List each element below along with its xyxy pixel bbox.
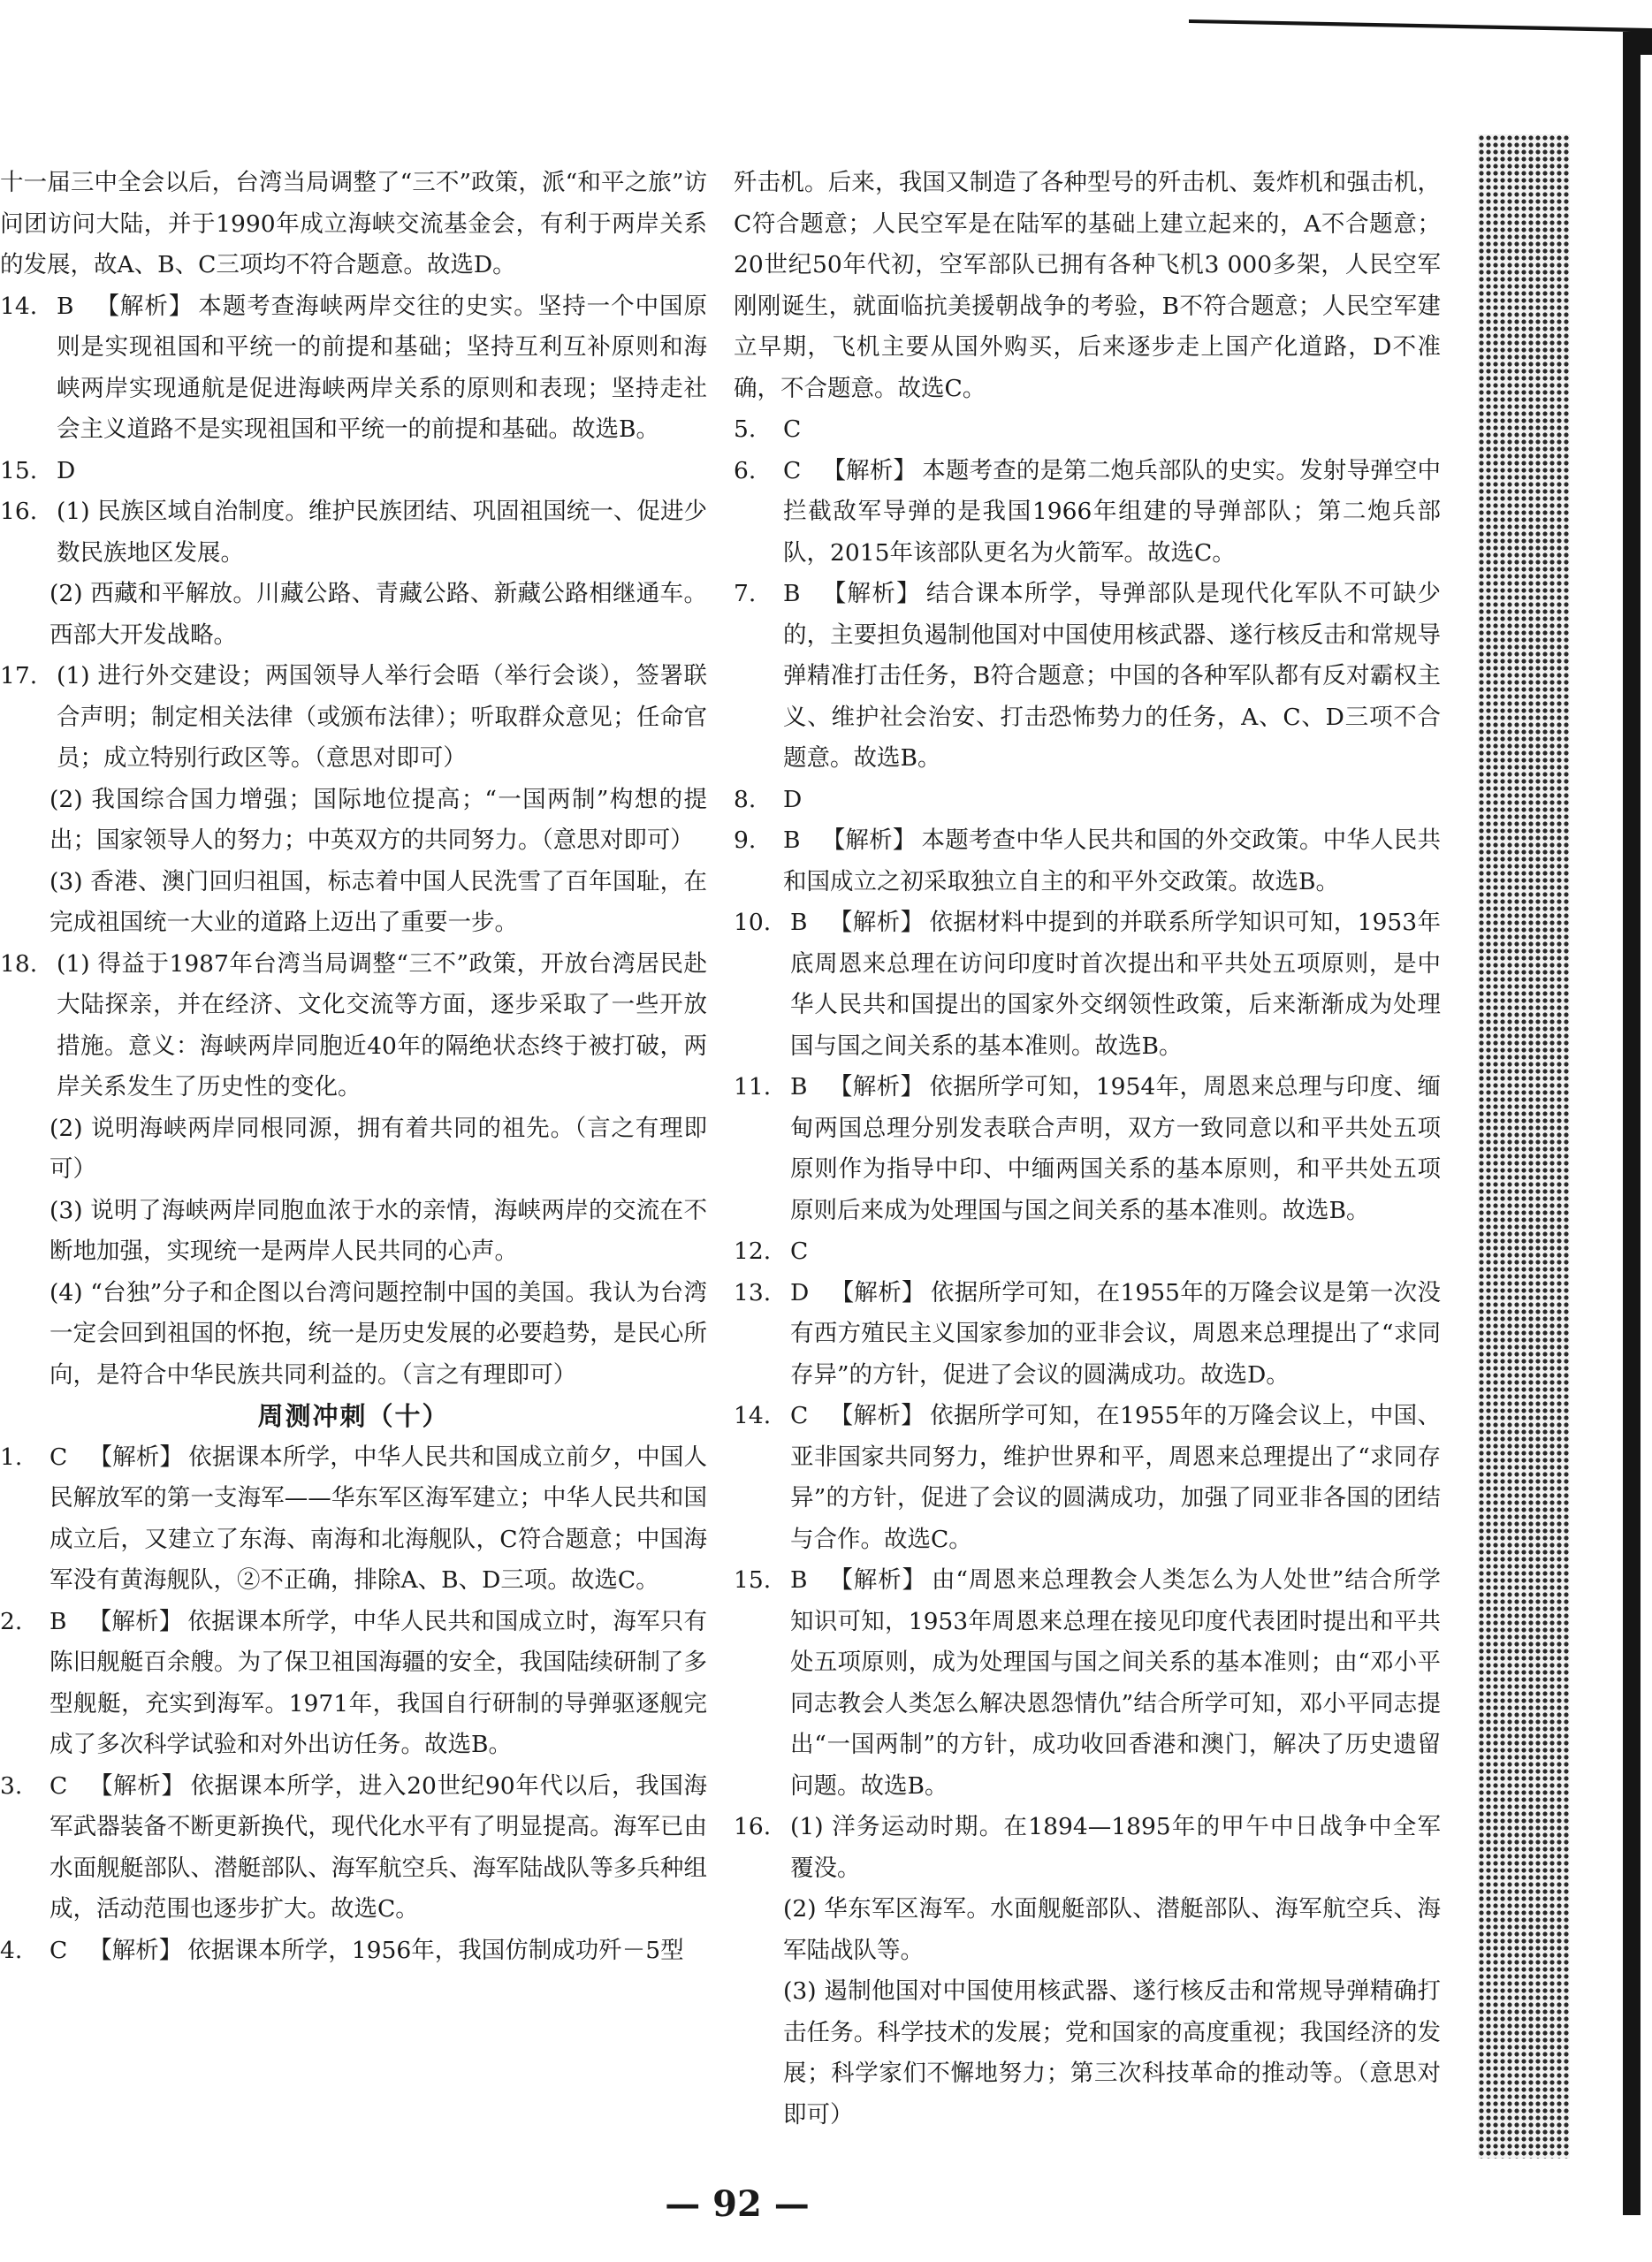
answer-text: 本题考查的是第二炮兵部队的史实。发射导弹空中拦截敌军导弹的是我国1966年组建的导弹部队；第二炮兵部队，2015年该部队更名为火箭军。故选C。 — [783, 456, 1442, 567]
answer-item — [0, 656, 707, 780]
sub-answer: (2) 说明海峡两岸同根同源，拥有着共同的祖先。（言之有理即可） — [49, 1114, 707, 1183]
question-number: 5. — [734, 415, 757, 443]
answer-text: (1) 民族区域自治制度。维护民族团结、巩固祖国统一、促进少数民族地区发展。 — [57, 498, 707, 567]
question-number: 14. — [734, 1402, 772, 1429]
analysis-tag: 【解析】 — [88, 1936, 183, 1964]
analysis-tag: 【解析】 — [829, 1402, 925, 1429]
answer-text: (1) 得益于1987年台湾当局调整“三不”政策，开放台湾居民赴大陆探亲，并在经济、文化交流等方面，逐步采取了一些开放措施。意义：海峡两岸同胞近40年的隔绝状态终于被打破，两岸关系发生了历史性的变化。 — [57, 949, 707, 1101]
answer-item — [734, 409, 1441, 451]
answer-body — [49, 1931, 707, 1972]
answer-body — [49, 1602, 707, 1766]
dotted-side-strip — [1478, 134, 1570, 2159]
answer-text: 由“周恩来总理教会人类怎么为人处世”结合所学知识可知，1953年周恩来总理在接见印度代表团时提出和平共处五项原则，成为处理国与国之间关系的基本准则；由“邓小平同志教会人类怎么解决恩怨情仇”结合所学可知，邓小平同志提出“一国两制”的方针，成功收回香港和澳门，解决了历史遗留问题。故选B。 — [790, 1566, 1441, 1800]
answer-item — [734, 903, 1441, 1067]
answer-body — [790, 1231, 1441, 1273]
question-number: 4. — [0, 1936, 23, 1964]
page-number: — 92 — — [665, 2183, 810, 2225]
answer-item — [0, 944, 707, 1108]
answer-body — [783, 780, 1441, 821]
analysis-tag: 【解析】 — [828, 909, 925, 936]
question-number: 13. — [734, 1278, 772, 1306]
answer-item — [734, 1396, 1441, 1560]
analysis-tag: 【解析】 — [88, 1607, 183, 1635]
sub-answer: (2) 西藏和平解放。川藏公路、青藏公路、新藏公路相继通车。西部大开发战略。 — [49, 580, 707, 649]
answer-choice: D — [57, 456, 76, 484]
answer-choice: B — [790, 1073, 808, 1101]
answer-body — [49, 1437, 707, 1602]
answer-body — [57, 451, 707, 492]
answer-choice: B — [783, 580, 801, 607]
answer-choice: D — [790, 1278, 810, 1306]
answer-item — [734, 1067, 1441, 1231]
answer-text: (1) 进行外交建设；两国领导人举行会晤（举行会谈），签署联合声明；制定相关法律（或颁布法律）；听取群众意见；任命官员；成立特别行政区等。（意思对即可） — [57, 662, 707, 772]
answer-choice: B — [783, 826, 801, 854]
answer-choice: B — [790, 1566, 808, 1594]
answer-item — [0, 286, 707, 451]
top-edge-bar — [1189, 19, 1652, 55]
answer-text: 本题考查中华人民共和国的外交政策。中华人民共和国成立之初采取独立自主的和平外交政策。故选B。 — [783, 826, 1442, 895]
question-number: 16. — [734, 1813, 772, 1840]
answer-text: 本题考查海峡两岸交往的史实。坚持一个中国原则是实现祖国和平统一的前提和基础；坚持互利互补原则和海峡两岸实现通航是促进海峡两岸关系的原则和表现；坚持走社会主义道路不是实现祖国和平统一的前提和基础。故选B。 — [57, 292, 708, 443]
question-number: 12. — [734, 1238, 772, 1265]
question-number: 3. — [0, 1771, 23, 1800]
answer-item — [734, 780, 1441, 821]
answer-body — [57, 944, 707, 1108]
answer-item — [734, 451, 1441, 575]
section-title: 周测冲刺（十） — [257, 1401, 450, 1431]
answer-text: 依据课本所学，1956年，我国仿制成功歼－5型 — [187, 1936, 684, 1964]
analysis-tag: 【解析】 — [88, 1443, 184, 1471]
answer-choice: C — [49, 1936, 68, 1964]
answer-body — [57, 656, 707, 780]
answer-text: 依据课本所学，中华人民共和国成立前夕，中国人民解放军的第一支海军——华东军区海军建立；中华人民共和国成立后，又建立了东海、南海和北海舰队，C符合题意；中国海军没有黄海舰队，②不正确，排除A、B、D三项。故选C。 — [49, 1443, 708, 1594]
answer-body — [57, 491, 707, 574]
answer-text: 依据课本所学，中华人民共和国成立时，海军只有陈旧舰艇百余艘。为了保卫祖国海疆的安全，我国陆续研制了多型舰艇，充实到海军。1971年，我国自行研制的导弹驱逐舰完成了多次科学试验和对外出访任务。故选B。 — [49, 1607, 708, 1758]
sub-answer: (4) “台独”分子和企图以台湾问题控制中国的美国。我认为台湾一定会回到祖国的怀抱，统一是历史发展的必要趋势，是民心所向，是符合中华民族共同利益的。（言之有理即可） — [49, 1278, 707, 1389]
question-number: 7. — [734, 580, 757, 607]
right-column — [734, 163, 1441, 2136]
sub-answer: (3) 遏制他国对中国使用核武器、遂行核反击和常规导弹精确打击任务。科学技术的发展；党和国家的高度重视；我国经济的发展；科学家们不懈地努力；第三次科技革命的推动等。（意思对即可） — [783, 1977, 1441, 2129]
analysis-tag: 【解析】 — [828, 1073, 925, 1101]
continued-paragraph: 歼击机。后来，我国又制造了各种型号的歼击机、轰炸机和强击机，C符合题意；人民空军是在陆军的基础上建立起来的，A不合题意；20世纪50年代初，空军部队已拥有各种飞机3 000多架，人民空军刚刚诞生，就面临抗美援朝战争的考验，B不符合题意；人民空军建立早期，飞机主要从国外购买，后来逐步走上国产化道路，D不准确，不合题意。故选C。 — [734, 169, 1441, 402]
answer-body — [790, 1807, 1441, 1889]
question-number: 17. — [0, 662, 38, 689]
answer-item — [0, 491, 707, 574]
sub-answer: (2) 我国综合国力增强；国际地位提高；“一国两制”构想的提出；国家领导人的努力；中英双方的共同努力。（意思对即可） — [49, 785, 707, 854]
answer-item — [0, 1437, 707, 1602]
question-number: 8. — [734, 785, 757, 813]
right-edge-bar — [1623, 32, 1641, 2215]
question-number: 15. — [0, 456, 38, 484]
question-number: 9. — [734, 826, 757, 854]
answer-text: 依据所学可知，在1955年的万隆会议上，中国、亚非国家共同努力，维护世界和平，周恩来总理提出了“求同存异”的方针，促进了会议的圆满成功，加强了同亚非各国的团结与合作。故选C。 — [790, 1402, 1441, 1553]
answer-choice: C — [790, 1238, 809, 1265]
answer-item — [734, 574, 1441, 780]
question-number: 1. — [0, 1443, 23, 1471]
answer-item — [734, 1560, 1441, 1807]
answer-choice: C — [49, 1771, 68, 1800]
question-number: 10. — [734, 909, 772, 936]
answer-body — [783, 574, 1441, 780]
sub-answer: (3) 说明了海峡两岸同胞血浓于水的亲情，海峡两岸的交流在不断地加强，实现统一是两岸人民共同的心声。 — [49, 1196, 707, 1265]
answer-choice: C — [49, 1443, 68, 1471]
answer-body — [57, 286, 707, 451]
question-number: 6. — [734, 456, 757, 484]
answer-choice: B — [57, 292, 74, 320]
answer-body — [783, 820, 1441, 903]
analysis-tag: 【解析】 — [821, 826, 917, 854]
answer-text: 结合课本所学，导弹部队是现代化军队不可缺少的，主要担负遏制他国对中国使用核武器、遂行核反击和常规导弹精准打击任务，B符合题意；中国的各种军队都有反对霸权主义、维护社会治安、打击恐怖势力的任务，A、C、D三项不合题意。故选B。 — [783, 580, 1442, 772]
answer-choice: B — [49, 1607, 67, 1635]
answer-item — [0, 1766, 707, 1931]
sub-answer: (2) 华东军区海军。水面舰艇部队、潜艇部队、海军航空兵、海军陆战队等。 — [783, 1895, 1441, 1964]
answer-choice: C — [790, 1402, 809, 1429]
question-number: 18. — [0, 949, 38, 978]
question-number: 16. — [0, 498, 38, 525]
answer-text: 依据所学可知，1954年，周恩来总理与印度、缅甸两国总理分别发表联合声明，双方一致同意以和平共处五项原则作为指导中印、中缅两国关系的基本原则，和平共处五项原则后来成为处理国与国之间关系的基本准则。故选B。 — [790, 1073, 1441, 1224]
answer-text: 依据所学可知，在1955年的万隆会议是第一次没有西方殖民主义国家参加的亚非会议，周恩来总理提出了“求同存异”的方针，促进了会议的圆满成功。故选D。 — [790, 1278, 1441, 1389]
question-number: 14. — [0, 292, 38, 320]
answer-item — [0, 1931, 707, 1972]
answer-item — [734, 1807, 1441, 1889]
answer-body — [790, 1396, 1441, 1560]
analysis-tag: 【解析】 — [822, 456, 917, 484]
answer-body — [49, 1766, 707, 1931]
answer-item — [734, 820, 1441, 903]
answer-item — [0, 1602, 707, 1766]
analysis-tag: 【解析】 — [830, 1278, 925, 1306]
answer-text: 依据材料中提到的并联系所学知识可知，1953年底周恩来总理在访问印度时首次提出和平共处五项原则，是中华人民共和国提出的国家外交纲领性政策，后来渐渐成为处理国与国之间关系的基本准则。故选B。 — [790, 909, 1441, 1060]
answer-choice: C — [783, 456, 802, 484]
analysis-tag: 【解析】 — [828, 1566, 926, 1594]
question-number: 2. — [0, 1607, 23, 1635]
page-number-value: 92 — [712, 2183, 762, 2225]
answer-text: 依据课本所学，进入20世纪90年代以后，我国海军武器装备不断更新换代，现代化水平有了明显提高。海军已由水面舰艇部队、潜艇部队、海军航空兵、海军陆战队等多兵种组成，活动范围也逐步扩大。故选C。 — [49, 1771, 707, 1923]
continued-paragraph: 十一届三中全会以后，台湾当局调整了“三不”政策，派“和平之旅”访问团访问大陆，并于1990年成立海峡交流基金会，有利于两岸关系的发展，故A、B、C三项均不符合题意。故选D。 — [0, 169, 707, 278]
answer-body — [783, 451, 1441, 575]
question-number: 11. — [734, 1073, 772, 1101]
answer-item — [734, 1231, 1441, 1273]
answer-choice: C — [783, 415, 802, 443]
answer-text: (1) 洋务运动时期。在1894—1895年的甲午中日战争中全军覆没。 — [790, 1813, 1441, 1882]
answer-body — [790, 903, 1441, 1067]
left-column — [0, 163, 707, 1971]
sub-answer: (3) 香港、澳门回归祖国，标志着中国人民洗雪了百年国耻，在完成祖国统一大业的道路上迈出了重要一步。 — [49, 867, 707, 936]
answer-choice: D — [783, 785, 803, 813]
analysis-tag: 【解析】 — [95, 292, 194, 320]
analysis-tag: 【解析】 — [821, 580, 921, 607]
answer-body — [783, 409, 1441, 451]
answer-item — [0, 451, 707, 492]
answer-body — [790, 1560, 1441, 1807]
answer-body — [790, 1067, 1441, 1231]
answer-body — [790, 1273, 1441, 1397]
answer-item — [734, 1273, 1441, 1397]
question-number: 15. — [734, 1566, 772, 1594]
answer-choice: B — [790, 909, 808, 936]
analysis-tag: 【解析】 — [88, 1771, 186, 1800]
